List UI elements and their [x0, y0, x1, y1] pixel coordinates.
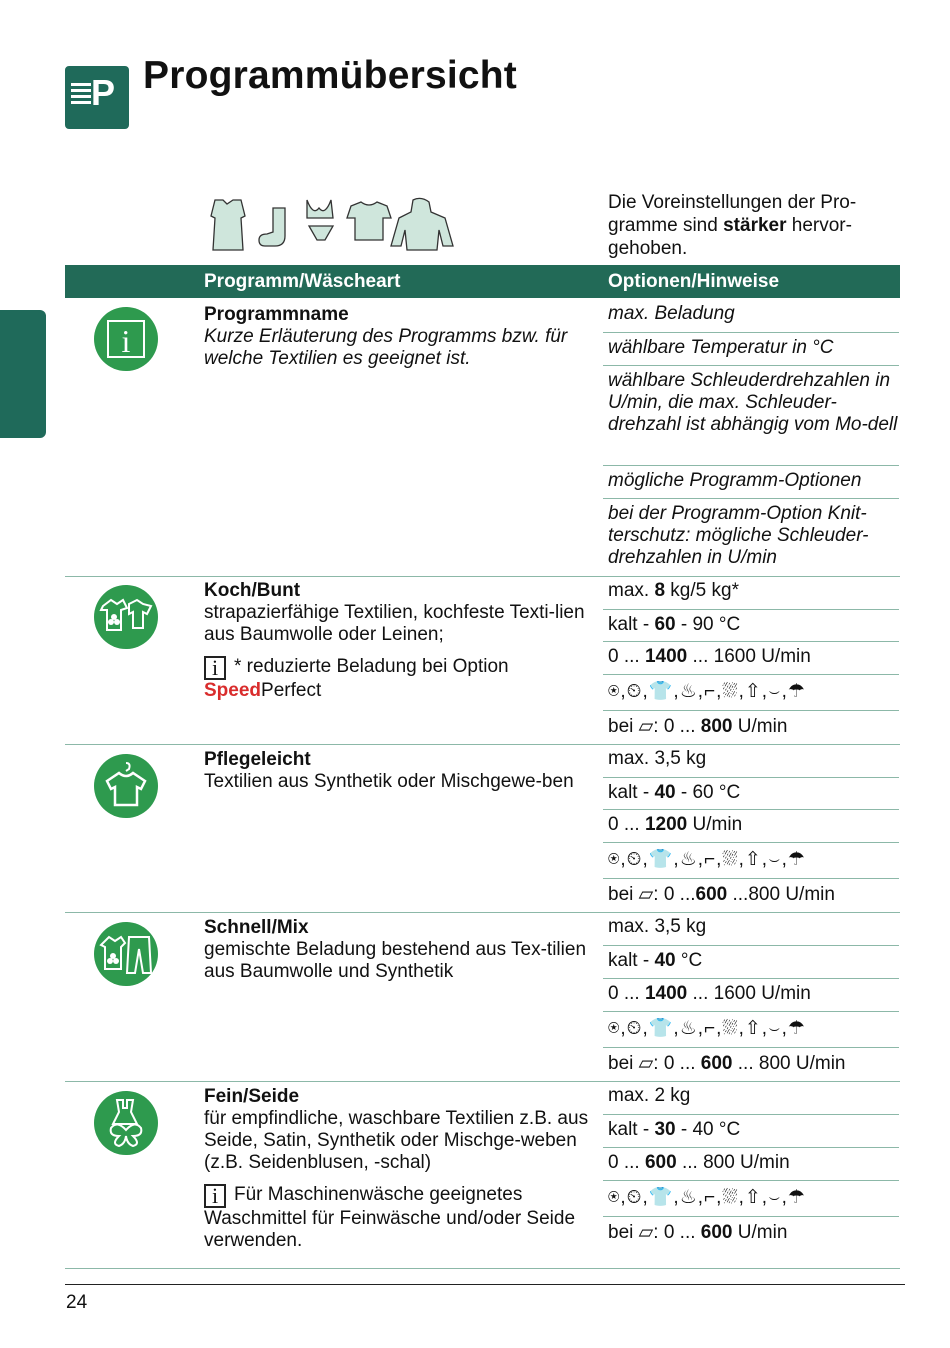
column-header-program: Programm/Wäscheart	[204, 271, 401, 292]
option-temp: kalt - 40 - 60 °C	[603, 777, 899, 809]
logo-letter: P	[91, 72, 116, 113]
program-description: für empfindliche, waschbare Textilien z.B. aus Seide, Satin, Synthetik oder Mischge-weben (z.B. Seidenblusen, -schal)	[204, 1108, 589, 1173]
lines-icon	[71, 83, 91, 107]
page-title: Programmübersicht	[143, 54, 517, 97]
option-temp: kalt - 60 - 90 °C	[603, 609, 899, 641]
option-symbols: ⍟,⏲,👕,♨,⌐,⛆,⇧,⌣,☂	[603, 1180, 899, 1216]
mix-clothes-icon	[93, 921, 159, 987]
table-header	[65, 265, 900, 298]
option-spin: 0 ... 1400 ... 1600 U/min	[603, 641, 899, 674]
option-spin: 0 ... 600 ... 800 U/min	[603, 1147, 899, 1180]
legend-option-spin: wählbare Schleuderdrehzahlen in U/min, die max. Schleuder-drehzahl ist abhängig vom Mo-dell	[603, 365, 899, 465]
option-knit: bei ▱: 0 ... 800 U/min	[603, 710, 899, 744]
svg-text:i: i	[121, 323, 131, 359]
option-temp: kalt - 40 °C	[603, 945, 899, 978]
chapter-logo	[65, 66, 129, 129]
program-name: Pflegeleicht	[204, 749, 311, 770]
option-load: max. 3,5 kg	[608, 916, 707, 937]
synthetic-shirt-icon	[93, 753, 159, 819]
program-note: i * reduzierte Beladung bei Option SpeedPerfect	[204, 655, 509, 701]
tshirt-icon	[347, 202, 391, 240]
info-icon	[93, 306, 159, 372]
option-symbols: ⍟,⏲,👕,♨,⌐,⛆,⇧,⌣,☂	[603, 842, 899, 878]
row-divider	[65, 1268, 900, 1269]
option-spin: 0 ... 1400 ... 1600 U/min	[603, 978, 899, 1011]
program-description: Textilien aus Synthetik oder Mischgewe-ben	[204, 771, 574, 792]
program-koch-bunt	[204, 580, 594, 702]
intro-text: Die Voreinstellungen der Pro-gramme sind stärker hervor-gehoben.	[608, 192, 857, 259]
dress-icon	[211, 200, 245, 250]
program-name: Fein/Seide	[204, 1086, 300, 1107]
iron-icon: ▱	[638, 1053, 654, 1074]
iron-icon: ▱	[638, 1222, 654, 1243]
program-note: i Für Maschinenwäsche geeignetes Waschmittel für Feinwäsche und/oder Seide verwenden.	[204, 1183, 576, 1251]
program-description: strapazierfähige Textilien, kochfeste Texti-lien aus Baumwolle oder Leinen;	[204, 602, 585, 645]
program-name: Programmname	[204, 304, 349, 325]
program-name: Koch/Bunt	[204, 580, 301, 601]
column-header-options: Optionen/Hinweise	[608, 271, 780, 292]
option-load: max. 2 kg	[608, 1085, 691, 1106]
option-knit: bei ▱: 0 ...600 ...800 U/min	[603, 878, 899, 912]
garment-illustrations	[205, 196, 460, 256]
info-icon: i	[204, 1184, 226, 1208]
program-description: gemischte Beladung bestehend aus Tex-tilien aus Baumwolle und Synthetik	[204, 939, 587, 982]
delicate-dress-icon	[93, 1090, 159, 1156]
program-fein-seide	[204, 1086, 594, 1252]
option-spin: 0 ... 1200 U/min	[603, 809, 899, 842]
option-knit: bei ▱: 0 ... 600 ... 800 U/min	[603, 1047, 899, 1081]
iron-icon: ▱	[638, 716, 654, 737]
side-tab-marker	[0, 310, 46, 438]
program-pflegeleicht	[204, 749, 594, 793]
legend-description	[204, 304, 594, 370]
iron-icon: ▱	[638, 884, 654, 905]
page-number: 24	[66, 1292, 88, 1313]
footer-rule	[65, 1284, 905, 1285]
option-symbols: ⍟,⏲,👕,♨,⌐,⛆,⇧,⌣,☂	[603, 1011, 899, 1047]
info-icon: i	[204, 656, 226, 680]
option-knit: bei ▱: 0 ... 600 U/min	[603, 1216, 899, 1250]
cotton-shirt-icon	[93, 584, 159, 650]
sock-icon	[259, 208, 285, 246]
program-description: Kurze Erläuterung des Programms bzw. für welche Textilien es geeignet ist.	[204, 326, 568, 369]
jacket-icon	[391, 198, 453, 250]
option-load: max. 8 kg/5 kg*	[608, 580, 739, 601]
option-temp: kalt - 30 - 40 °C	[603, 1114, 899, 1147]
legend-option-load: max. Beladung	[608, 303, 735, 324]
underwear-icon	[307, 200, 333, 240]
program-name: Schnell/Mix	[204, 917, 309, 938]
legend-option-knit: bei der Programm-Option Knit-terschutz: mögliche Schleuder-drehzahlen in U/min	[603, 498, 899, 576]
legend-option-options: mögliche Programm-Optionen	[603, 465, 899, 498]
legend-option-temp: wählbare Temperatur in °C	[603, 332, 899, 365]
program-schnell-mix	[204, 917, 594, 983]
option-load: max. 3,5 kg	[608, 748, 707, 769]
option-symbols: ⍟,⏲,👕,♨,⌐,⛆,⇧,⌣,☂	[603, 674, 899, 710]
